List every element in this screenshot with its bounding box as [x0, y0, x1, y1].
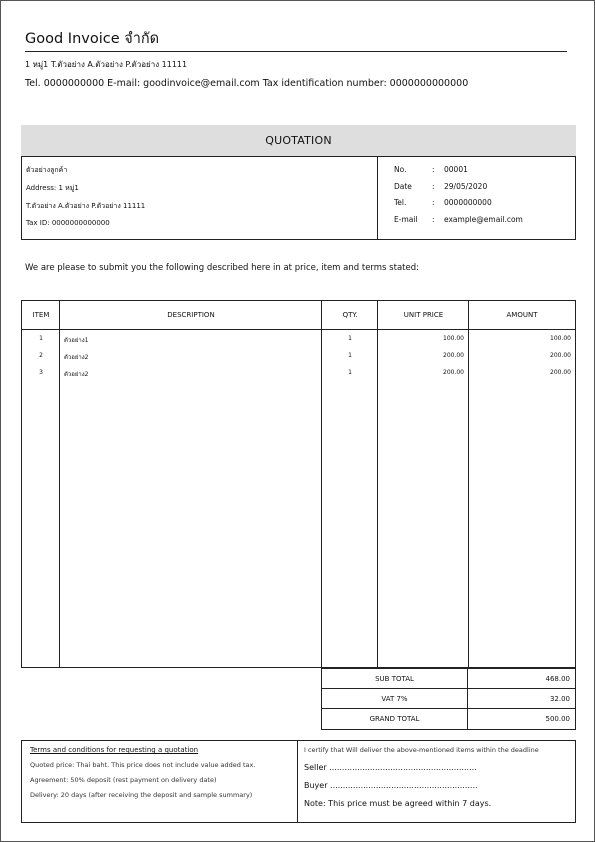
- intro-text: We are please to submit you the following described here in at price, item and terms stated:: [25, 263, 419, 273]
- vat-value: 32.00: [549, 694, 570, 703]
- buyer-signature-line: Buyer ..........................................................: [304, 781, 478, 790]
- cell-qty: 1: [348, 369, 352, 376]
- table-row: [22, 335, 575, 352]
- vat-label: VAT 7%: [322, 689, 468, 708]
- detail-separator: :: [432, 198, 435, 207]
- detail-row-number: [394, 165, 575, 182]
- cell-amount: 200.00: [550, 352, 571, 359]
- detail-row-date: [394, 182, 575, 199]
- detail-row-email: [394, 215, 575, 232]
- grand-total-label: GRAND TOTAL: [322, 709, 468, 729]
- detail-value: 00001: [444, 165, 468, 174]
- detail-value: 0000000000: [444, 198, 492, 207]
- terms-line: Agreement: 50% deposit (rest payment on delivery date): [30, 776, 217, 784]
- grand-total-value: 500.00: [545, 715, 570, 723]
- company-contact: Tel. 0000000000 E-mail: goodinvoice@email.com Tax identification number: 0000000000000: [25, 78, 469, 89]
- table-row: [22, 352, 575, 369]
- vat-row: [322, 689, 575, 709]
- customer-address-line2: T.ตัวอย่าง A.ตัวอย่าง P.ตัวอย่าง 11111: [26, 202, 146, 210]
- footer-box: [21, 740, 576, 823]
- detail-label: No.: [394, 165, 407, 174]
- terms-line: Quoted price: Thai baht. This price does not include value added tax.: [30, 761, 256, 769]
- cell-item: 2: [39, 352, 43, 359]
- cell-item: 1: [39, 335, 43, 342]
- grand-total-row: [322, 709, 575, 729]
- company-address: 1 หมู่1 T.ตัวอย่าง A.ตัวอย่าง P.ตัวอย่าง 11111: [25, 60, 188, 69]
- customer-address-line1: Address: 1 หมู่1: [26, 184, 79, 192]
- column-header-amount: AMOUNT: [506, 311, 538, 319]
- terms-line: Delivery: 20 days (after receiving the deposit and sample summary): [30, 791, 253, 799]
- header-divider: [25, 51, 567, 52]
- seller-signature-line: Seller ..........................................................: [304, 763, 477, 772]
- cell-description: ตัวอย่าง2: [64, 371, 89, 378]
- column-header-item: ITEM: [32, 311, 50, 319]
- detail-separator: :: [432, 214, 435, 224]
- column-header-description: DESCRIPTION: [167, 311, 215, 319]
- terms-title: Terms and conditions for requesting a quotation: [30, 746, 199, 754]
- certify-statement: I certify that Will deliver the above-mentioned items within the deadline: [304, 746, 539, 754]
- header-rule: [22, 329, 575, 330]
- table-row: [22, 369, 575, 386]
- agreement-note: Note: This price must be agreed within 7 days.: [304, 799, 492, 808]
- company-name: Good Invoice จำกัด: [25, 31, 160, 47]
- subtotal-row: [322, 669, 575, 689]
- document-details: [378, 157, 575, 239]
- customer-details: [22, 157, 378, 239]
- cell-description: ตัวอย่าง2: [64, 354, 89, 361]
- customer-info-box: [21, 156, 576, 240]
- column-header-unit-price: UNIT PRICE: [403, 311, 444, 319]
- column-header-qty: QTY.: [342, 311, 358, 319]
- cell-amount: 200.00: [550, 369, 571, 376]
- subtotal-value: 468.00: [545, 674, 570, 683]
- cell-qty: 1: [348, 335, 352, 342]
- detail-separator: :: [432, 181, 435, 191]
- cell-unit-price: 200.00: [443, 369, 464, 376]
- detail-row-tel: [394, 198, 575, 215]
- detail-label: Date: [394, 181, 412, 191]
- customer-name: ตัวอย่างลูกค้า: [26, 166, 68, 174]
- customer-tax-id: Tax ID: 0000000000000: [26, 219, 110, 227]
- totals-box: [321, 668, 576, 730]
- certification-section: [298, 741, 575, 822]
- detail-value: 29/05/2020: [444, 181, 488, 191]
- cell-qty: 1: [348, 352, 352, 359]
- items-table: [21, 300, 576, 668]
- detail-value: example@email.com: [444, 214, 523, 224]
- document-title: QUOTATION: [21, 125, 576, 156]
- detail-label: E-mail: [394, 214, 418, 224]
- subtotal-label: SUB TOTAL: [322, 669, 468, 688]
- cell-item: 3: [39, 369, 43, 376]
- cell-unit-price: 100.00: [443, 335, 464, 342]
- cell-amount: 100.00: [550, 335, 571, 342]
- terms-section: [22, 741, 298, 822]
- cell-description: ตัวอย่าง1: [64, 337, 89, 344]
- detail-separator: :: [432, 165, 435, 174]
- detail-label: Tel.: [394, 198, 407, 207]
- cell-unit-price: 200.00: [443, 352, 464, 359]
